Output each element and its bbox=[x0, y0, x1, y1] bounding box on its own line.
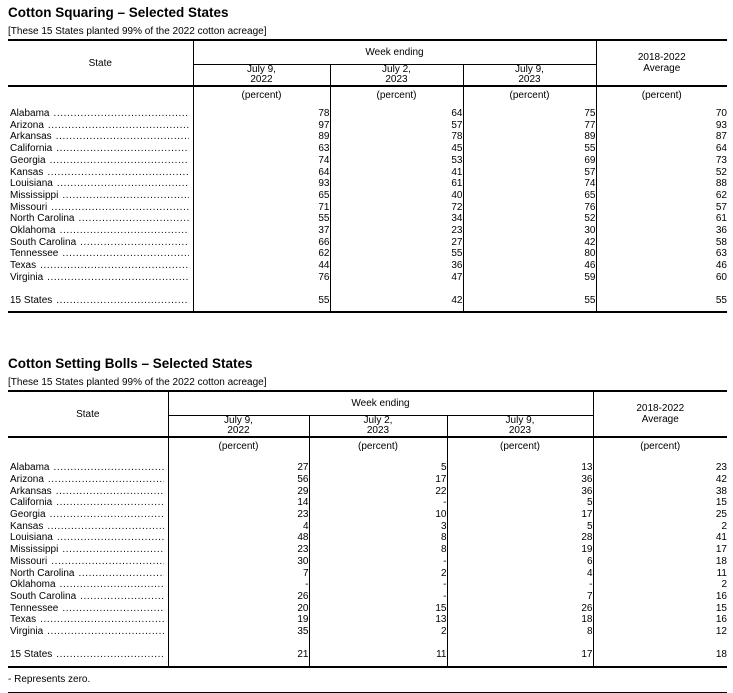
value-cell: 37 bbox=[193, 225, 330, 237]
table-row bbox=[8, 603, 727, 615]
unit-label: (percent) bbox=[463, 86, 596, 108]
state-name: South Carolina bbox=[10, 590, 77, 602]
average-header-line2: Average bbox=[643, 63, 681, 74]
value-cell: 18 bbox=[447, 614, 593, 626]
value-cell: 30 bbox=[463, 225, 596, 237]
state-name: Virginia bbox=[10, 271, 44, 283]
state-name: Tennessee bbox=[10, 248, 59, 260]
dotted-leader bbox=[62, 248, 188, 260]
value-cell: - bbox=[168, 579, 309, 591]
dotted-leader bbox=[78, 568, 163, 580]
dotted-leader bbox=[56, 497, 163, 509]
value-cell: 53 bbox=[330, 155, 463, 167]
value-cell: 15 bbox=[715, 602, 727, 614]
dotted-leader bbox=[60, 225, 189, 237]
value-cell: 72 bbox=[330, 202, 463, 214]
state-name: Georgia bbox=[10, 509, 46, 521]
value-cell bbox=[168, 638, 309, 649]
value-cell: 11 bbox=[716, 567, 727, 579]
table-row bbox=[8, 474, 727, 486]
value-cell: 55 bbox=[330, 248, 463, 260]
state-name: Arkansas bbox=[10, 131, 52, 143]
state-name: Louisiana bbox=[10, 178, 53, 190]
value-cell: 65 bbox=[463, 190, 596, 202]
dotted-leader bbox=[80, 237, 188, 249]
cotton-squaring-table bbox=[8, 39, 727, 313]
value-cell: 18 bbox=[715, 555, 727, 567]
unit-label: (percent) bbox=[193, 86, 330, 108]
average-column-header bbox=[593, 391, 727, 437]
table-row bbox=[8, 579, 727, 591]
state-name: Alabama bbox=[10, 462, 50, 474]
value-cell: 59 bbox=[463, 272, 596, 284]
state-name: South Carolina bbox=[10, 236, 77, 248]
value-cell: 75 bbox=[463, 108, 596, 120]
value-cell: 64 bbox=[330, 108, 463, 120]
table-row bbox=[8, 295, 727, 313]
table-row bbox=[8, 497, 727, 509]
value-cell: 36 bbox=[330, 260, 463, 272]
value-cell: 5 bbox=[447, 521, 593, 533]
dotted-leader bbox=[56, 131, 189, 143]
table-row bbox=[8, 225, 727, 237]
value-cell: 2 bbox=[721, 520, 727, 532]
unit-label: (percent) bbox=[641, 90, 682, 101]
value-cell bbox=[447, 638, 593, 649]
value-cell: 4 bbox=[168, 521, 309, 533]
value-cell: 19 bbox=[168, 614, 309, 626]
dotted-leader bbox=[62, 603, 163, 615]
unit-label: (percent) bbox=[168, 437, 309, 462]
value-cell: 41 bbox=[715, 532, 727, 544]
value-cell: 15 bbox=[309, 603, 447, 615]
value-cell: 71 bbox=[193, 202, 330, 214]
state-name: Missouri bbox=[10, 201, 48, 213]
value-cell: 22 bbox=[309, 486, 447, 498]
dotted-leader bbox=[47, 521, 163, 533]
unit-label: (percent) bbox=[309, 437, 447, 462]
value-cell: 14 bbox=[168, 497, 309, 509]
value-cell: 16 bbox=[715, 590, 727, 602]
table-row bbox=[8, 178, 727, 190]
value-cell: 34 bbox=[330, 213, 463, 225]
value-cell: 93 bbox=[193, 178, 330, 190]
value-cell: 11 bbox=[309, 649, 447, 667]
state-name: 15 States bbox=[10, 648, 53, 660]
value-cell: 36 bbox=[447, 474, 593, 486]
value-cell: - bbox=[309, 497, 447, 509]
dotted-leader bbox=[50, 509, 164, 521]
table-row bbox=[8, 260, 727, 272]
value-cell: 69 bbox=[463, 155, 596, 167]
table-row bbox=[8, 626, 727, 638]
value-cell: 48 bbox=[168, 532, 309, 544]
table-row bbox=[8, 532, 727, 544]
value-cell: 58 bbox=[715, 236, 727, 248]
value-cell: 36 bbox=[447, 486, 593, 498]
value-cell: 60 bbox=[715, 271, 727, 283]
value-cell: 27 bbox=[168, 462, 309, 474]
value-cell: 40 bbox=[330, 190, 463, 202]
value-cell: 12 bbox=[715, 626, 727, 638]
week-ending-header: Week ending bbox=[193, 40, 596, 65]
value-cell: 88 bbox=[715, 178, 727, 190]
value-cell: 5 bbox=[447, 497, 593, 509]
table-row bbox=[8, 614, 727, 626]
state-name: Georgia bbox=[10, 154, 46, 166]
state-name: Kansas bbox=[10, 520, 44, 532]
value-cell: 46 bbox=[463, 260, 596, 272]
value-cell: 46 bbox=[715, 260, 727, 272]
value-cell: 26 bbox=[447, 603, 593, 615]
state-name: Tennessee bbox=[10, 602, 59, 614]
value-cell: 64 bbox=[193, 167, 330, 179]
value-cell: 4 bbox=[447, 568, 593, 580]
state-name: Missouri bbox=[10, 555, 48, 567]
value-cell: 23 bbox=[330, 225, 463, 237]
table-row bbox=[8, 638, 727, 649]
table-row bbox=[8, 272, 727, 284]
dotted-leader bbox=[48, 120, 189, 132]
state-name: Louisiana bbox=[10, 532, 53, 544]
value-cell: 62 bbox=[715, 189, 727, 201]
state-name: Arizona bbox=[10, 473, 44, 485]
value-cell: 45 bbox=[330, 143, 463, 155]
value-cell: 76 bbox=[193, 272, 330, 284]
table-row bbox=[8, 486, 727, 498]
value-cell: 52 bbox=[715, 166, 727, 178]
value-cell: 25 bbox=[715, 509, 727, 521]
cotton-setting-bolls-table bbox=[8, 390, 727, 667]
value-cell: 8 bbox=[309, 532, 447, 544]
value-cell: 15 bbox=[715, 497, 727, 509]
table-row bbox=[8, 120, 727, 132]
dotted-leader bbox=[53, 108, 188, 120]
table-title: Cotton Squaring – Selected States bbox=[8, 5, 229, 20]
state-name: Oklahoma bbox=[10, 579, 56, 591]
value-cell: 80 bbox=[463, 248, 596, 260]
value-cell: 2 bbox=[309, 626, 447, 638]
value-cell: 74 bbox=[463, 178, 596, 190]
value-cell: 62 bbox=[193, 248, 330, 260]
dotted-leader bbox=[62, 544, 163, 556]
table-row bbox=[8, 284, 727, 295]
value-cell: 66 bbox=[193, 237, 330, 249]
table-row bbox=[8, 649, 727, 667]
value-cell: 7 bbox=[168, 568, 309, 580]
value-cell: 97 bbox=[193, 120, 330, 132]
value-cell: 13 bbox=[447, 462, 593, 474]
value-cell: 16 bbox=[715, 614, 727, 626]
value-cell: 17 bbox=[447, 509, 593, 521]
date-column-header: July 9, 2023 bbox=[447, 416, 593, 438]
date-column-header: July 9, 2023 bbox=[463, 65, 596, 87]
value-cell bbox=[309, 638, 447, 649]
bottom-rule bbox=[8, 692, 727, 693]
value-cell: 21 bbox=[168, 649, 309, 667]
date-column-header: July 2, 2023 bbox=[309, 416, 447, 438]
value-cell bbox=[330, 284, 463, 295]
value-cell bbox=[193, 284, 330, 295]
value-cell: 87 bbox=[715, 131, 727, 143]
value-cell: - bbox=[309, 579, 447, 591]
value-cell: 23 bbox=[168, 509, 309, 521]
unit-label: (percent) bbox=[640, 441, 681, 453]
value-cell: 2 bbox=[309, 568, 447, 580]
average-header-line1: 2018-2022 bbox=[636, 403, 685, 415]
state-name: Texas bbox=[10, 614, 37, 626]
state-column-header: State bbox=[8, 391, 168, 437]
dotted-leader bbox=[78, 213, 188, 225]
value-cell: 17 bbox=[715, 544, 727, 556]
value-cell: 29 bbox=[168, 486, 309, 498]
value-cell: 17 bbox=[447, 649, 593, 667]
dotted-leader bbox=[56, 143, 188, 155]
table-row bbox=[8, 190, 727, 202]
value-cell: 74 bbox=[193, 155, 330, 167]
dotted-leader bbox=[62, 190, 188, 202]
value-cell: 70 bbox=[715, 108, 727, 119]
table-row bbox=[8, 462, 727, 474]
value-cell: 93 bbox=[715, 119, 727, 131]
value-cell: 42 bbox=[715, 473, 727, 485]
value-cell bbox=[596, 284, 727, 295]
value-cell: 61 bbox=[715, 213, 727, 225]
value-cell: 63 bbox=[193, 143, 330, 155]
unit-label: (percent) bbox=[447, 437, 593, 462]
table-row bbox=[8, 155, 727, 167]
value-cell: 89 bbox=[463, 131, 596, 143]
value-cell: 78 bbox=[330, 131, 463, 143]
value-cell: 89 bbox=[193, 131, 330, 143]
table-note: [These 15 States planted 99% of the 2022 cotton acreage] bbox=[8, 377, 267, 389]
date-column-header: July 9, 2022 bbox=[193, 65, 330, 87]
value-cell: 63 bbox=[715, 248, 727, 260]
dotted-leader bbox=[40, 614, 163, 626]
state-name: Virginia bbox=[10, 626, 44, 638]
average-header-line1: 2018-2022 bbox=[637, 52, 686, 63]
value-cell bbox=[463, 284, 596, 295]
value-cell: 6 bbox=[447, 556, 593, 568]
value-cell: 30 bbox=[168, 556, 309, 568]
state-column-header: State bbox=[8, 40, 193, 86]
dotted-leader bbox=[47, 167, 188, 179]
value-cell: 56 bbox=[168, 474, 309, 486]
value-cell: 64 bbox=[715, 143, 727, 155]
table-row bbox=[8, 108, 727, 120]
dotted-leader bbox=[50, 155, 189, 167]
report-page bbox=[0, 5, 733, 686]
value-cell: 57 bbox=[715, 201, 727, 213]
dotted-leader bbox=[56, 649, 163, 661]
table-row bbox=[8, 509, 727, 521]
value-cell: 55 bbox=[463, 295, 596, 313]
value-cell bbox=[593, 638, 727, 649]
value-cell: 23 bbox=[168, 544, 309, 556]
state-name: Mississippi bbox=[10, 189, 59, 201]
table-row bbox=[8, 556, 727, 568]
cotton-squaring-section bbox=[0, 5, 733, 313]
value-cell: 41 bbox=[330, 167, 463, 179]
value-cell: 52 bbox=[463, 213, 596, 225]
value-cell: 44 bbox=[193, 260, 330, 272]
dotted-leader bbox=[47, 626, 163, 638]
state-name: Arizona bbox=[10, 119, 44, 131]
value-cell: - bbox=[309, 591, 447, 603]
value-cell: 78 bbox=[193, 108, 330, 120]
value-cell: 27 bbox=[330, 237, 463, 249]
dotted-leader bbox=[57, 532, 164, 544]
state-name: Kansas bbox=[10, 166, 44, 178]
table-title: Cotton Setting Bolls – Selected States bbox=[8, 356, 253, 372]
value-cell: 76 bbox=[463, 202, 596, 214]
value-cell: 42 bbox=[463, 237, 596, 249]
table-row bbox=[8, 248, 727, 260]
dotted-leader bbox=[48, 474, 164, 486]
average-column-header bbox=[596, 40, 727, 86]
week-ending-header: Week ending bbox=[168, 391, 593, 416]
date-column-header: July 9, 2022 bbox=[168, 416, 309, 438]
table-note: [These 15 States planted 99% of the 2022 cotton acreage] bbox=[8, 26, 267, 37]
table-row bbox=[8, 213, 727, 225]
unit-row-state-spacer bbox=[8, 437, 168, 462]
state-name: North Carolina bbox=[10, 567, 75, 579]
state-name: Mississippi bbox=[10, 544, 59, 556]
dotted-leader bbox=[60, 579, 164, 591]
table-row bbox=[8, 237, 727, 249]
value-cell: 42 bbox=[330, 295, 463, 313]
unit-row-state-spacer bbox=[8, 86, 193, 108]
value-cell: 5 bbox=[309, 462, 447, 474]
value-cell: 73 bbox=[715, 154, 727, 166]
state-name: Alabama bbox=[10, 108, 50, 119]
value-cell: 19 bbox=[447, 544, 593, 556]
state-name: 15 States bbox=[10, 294, 53, 306]
table-row bbox=[8, 143, 727, 155]
value-cell: 57 bbox=[330, 120, 463, 132]
value-cell: - bbox=[447, 579, 593, 591]
value-cell: 2 bbox=[721, 579, 727, 591]
value-cell: 55 bbox=[463, 143, 596, 155]
dotted-leader bbox=[53, 462, 163, 474]
value-cell: 55 bbox=[193, 213, 330, 225]
dotted-leader bbox=[51, 202, 188, 214]
table-row bbox=[8, 521, 727, 533]
value-cell: 17 bbox=[309, 474, 447, 486]
value-cell: 13 bbox=[309, 614, 447, 626]
value-cell: 10 bbox=[309, 509, 447, 521]
dotted-leader bbox=[57, 178, 189, 190]
value-cell: 55 bbox=[715, 294, 727, 306]
value-cell: 65 bbox=[193, 190, 330, 202]
dotted-leader bbox=[80, 591, 163, 603]
value-cell: 8 bbox=[309, 544, 447, 556]
dotted-leader bbox=[56, 486, 164, 498]
value-cell: 3 bbox=[309, 521, 447, 533]
dotted-leader bbox=[40, 260, 188, 272]
value-cell: 57 bbox=[463, 167, 596, 179]
average-header-line2: Average bbox=[641, 414, 679, 426]
state-name: California bbox=[10, 497, 53, 509]
state-name: Arkansas bbox=[10, 485, 52, 497]
footnote-represents-zero: - Represents zero. bbox=[8, 673, 91, 685]
dotted-leader bbox=[51, 556, 163, 568]
table-row bbox=[8, 568, 727, 580]
value-cell: 55 bbox=[193, 295, 330, 313]
value-cell: 18 bbox=[715, 648, 727, 660]
value-cell: 28 bbox=[447, 532, 593, 544]
value-cell: 8 bbox=[447, 626, 593, 638]
value-cell: 7 bbox=[447, 591, 593, 603]
date-column-header: July 2, 2023 bbox=[330, 65, 463, 87]
value-cell: - bbox=[309, 556, 447, 568]
table-row bbox=[8, 131, 727, 143]
cotton-setting-bolls-section bbox=[0, 356, 733, 667]
table-row bbox=[8, 591, 727, 603]
unit-label: (percent) bbox=[330, 86, 463, 108]
value-cell: 26 bbox=[168, 591, 309, 603]
table-row bbox=[8, 544, 727, 556]
table-row bbox=[8, 202, 727, 214]
table-row bbox=[8, 167, 727, 179]
value-cell: 23 bbox=[715, 462, 727, 474]
value-cell: 47 bbox=[330, 272, 463, 284]
state-name: Oklahoma bbox=[10, 225, 56, 237]
state-name: Texas bbox=[10, 260, 37, 272]
dotted-leader bbox=[56, 295, 188, 307]
value-cell: 61 bbox=[330, 178, 463, 190]
value-cell: 38 bbox=[715, 485, 727, 497]
dotted-leader bbox=[47, 272, 188, 284]
state-name: North Carolina bbox=[10, 213, 75, 225]
value-cell: 35 bbox=[168, 626, 309, 638]
value-cell: 77 bbox=[463, 120, 596, 132]
value-cell: 20 bbox=[168, 603, 309, 615]
value-cell: 36 bbox=[715, 225, 727, 237]
state-name: California bbox=[10, 143, 53, 155]
